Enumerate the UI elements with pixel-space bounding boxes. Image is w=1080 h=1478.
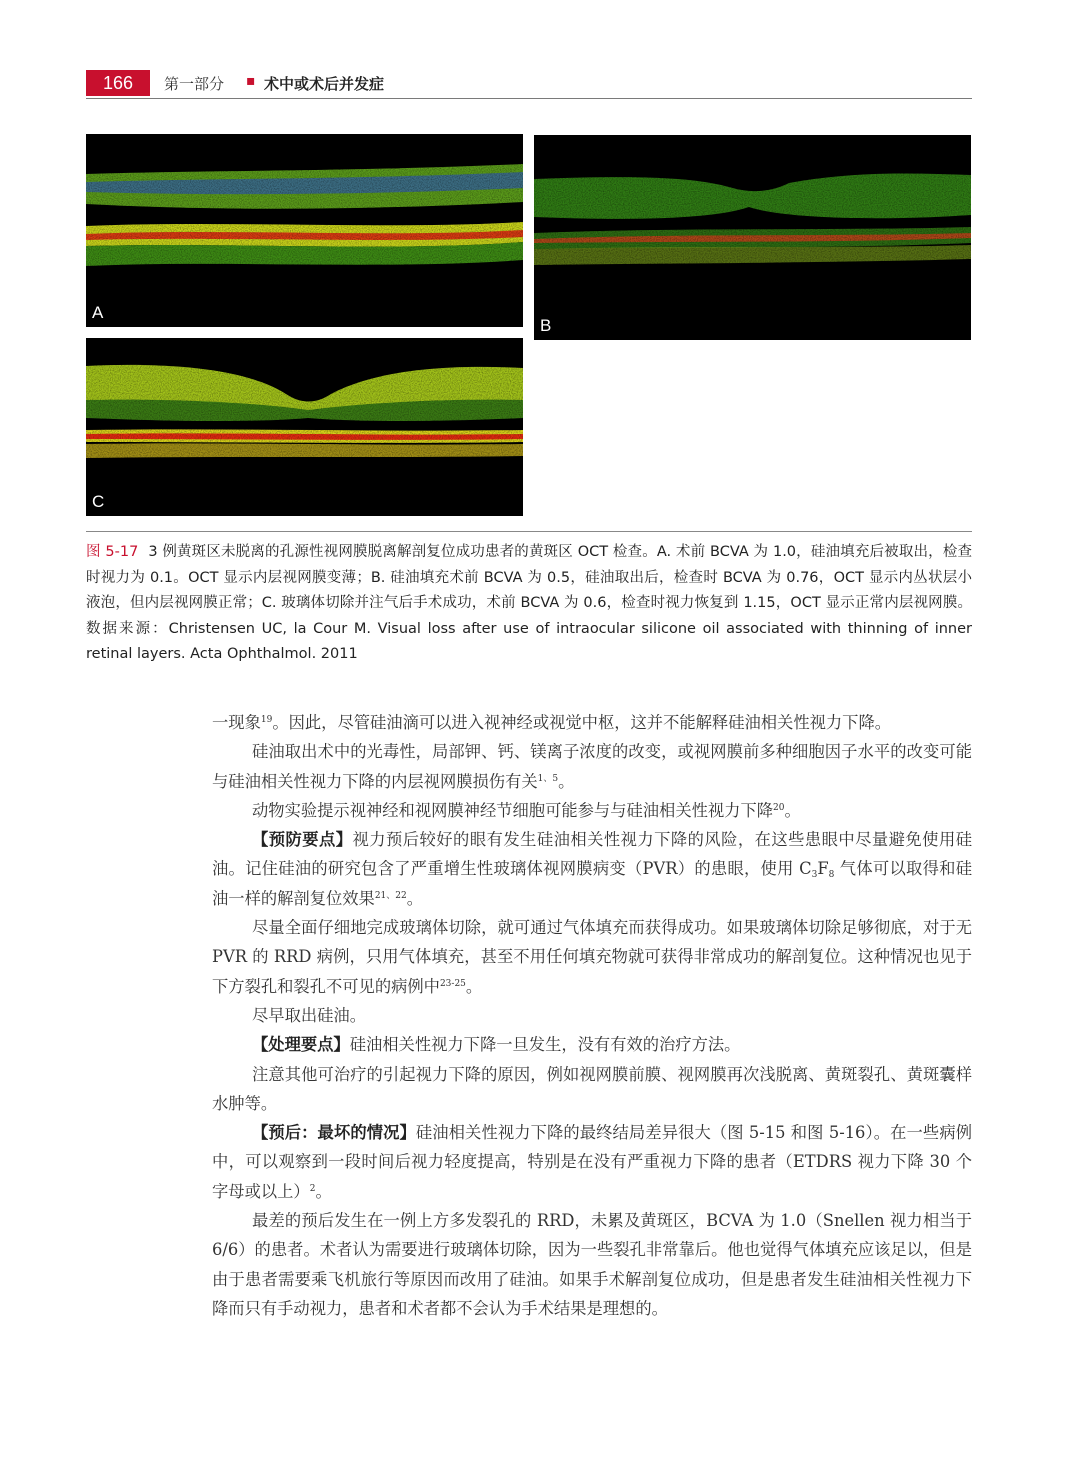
text: 。因此，尽管硅油滴可以进入视神经或视觉中枢，这并不能解释硅油相关性视力下降。 bbox=[272, 713, 892, 732]
oct-image-a bbox=[86, 134, 523, 327]
panel-label-a: A bbox=[92, 303, 104, 322]
section-heading: 【预防要点】 bbox=[252, 830, 353, 850]
subscript: 3 bbox=[811, 870, 818, 881]
reference: 19 bbox=[260, 715, 273, 725]
paragraph bbox=[212, 825, 972, 913]
chapter-title: 术中或术后并发症 bbox=[264, 75, 385, 93]
section-heading: 【预后：最坏的情况】 bbox=[252, 1123, 416, 1143]
text: F bbox=[817, 859, 829, 879]
text: 视力预后较好的眼有发生硅油相关性视力下降的风险，在这些患眼中尽量避免使用硅油。记住硅油的研究包含了严重增生性玻璃体视网膜病变（PVR）的患眼，使用 C bbox=[212, 830, 972, 879]
text: 一现象 bbox=[212, 713, 261, 732]
body-text bbox=[212, 708, 972, 1323]
running-header bbox=[86, 70, 972, 99]
paragraph bbox=[212, 913, 972, 1001]
caption-text: 3 例黄斑区未脱离的孔源性视网膜脱离解剖复位成功患者的黄斑区 OCT 检查。A. 术前 BCVA 为 1.0，硅油填充后被取出，检查时视力为 0.1。OCT 显示内层视网膜变薄；B. 硅油填充术前 BCVA 为 0.5，硅油取出后，检查时 BCVA 为 0.76，OCT 显示内丛状层小液泡，但内层视网膜正常；C. 玻璃体切除并注气后手术成功，术前 BCVA 为 0.6，检查时视力恢复到 1.15，OCT 显示正常内层视网膜。数据来源：Christensen UC, la Cour M. Visual loss after use of intraocular silicone oil associated with thinning of inner retinal layers. Acta Ophthalmol. 2011 bbox=[86, 544, 972, 662]
reference: 20 bbox=[773, 802, 785, 813]
part-title: 第一部分 bbox=[164, 75, 225, 93]
text: 。 bbox=[784, 800, 801, 820]
text: 。 bbox=[558, 771, 575, 791]
text: 尽量全面仔细地完成玻璃体切除，就可通过气体填充而获得成功。如果玻璃体切除足够彻底，对于无 PVR 的 RRD 病例，只用气体填充，甚至不用任何填充物就可获得非常成功的解剖复位。这种情况也见于下方裂孔和裂孔不可见的病例中 bbox=[212, 918, 972, 996]
panel-label-c: C bbox=[92, 492, 105, 511]
caption-rule bbox=[86, 531, 972, 532]
text: 最差的预后发生在一例上方多发裂孔的 RRD，未累及黄斑区，BCVA 为 1.0（Snellen 视力相当于 6/6）的患者。术者认为需要进行玻璃体切除，因为一些裂孔非常靠后。他也觉得气体填充应该足以，但是由于患者需要乘飞机旅行等原因而改用了硅油。如果手术解剖复位成功，但是患者发生硅油相关性视力下降而只有手动视力，患者和术者都不会认为手术结果是理想的。 bbox=[212, 1211, 972, 1318]
reference: 1、5 bbox=[537, 773, 559, 784]
text: 动物实验提示视神经和视网膜神经节细胞可能参与与硅油相关性视力下降 bbox=[252, 800, 774, 820]
reference: 21、22 bbox=[374, 890, 407, 901]
figure-number: 图 5-17 bbox=[86, 544, 139, 560]
text: 。 bbox=[315, 1181, 332, 1201]
paragraph bbox=[212, 1001, 972, 1030]
text: 尽早取出硅油。 bbox=[252, 1005, 366, 1025]
panel-label-b: B bbox=[540, 316, 552, 335]
oct-image-c bbox=[86, 338, 523, 516]
reference: 23-25 bbox=[439, 978, 466, 989]
text: 。 bbox=[406, 888, 424, 908]
paragraph bbox=[212, 708, 972, 737]
oct-image-b bbox=[534, 135, 971, 340]
page-number: 166 bbox=[86, 70, 150, 96]
paragraph bbox=[212, 1118, 972, 1206]
paragraph bbox=[212, 1030, 972, 1059]
text: 气体可以取得和硅油一样的解剖复位效果 bbox=[212, 859, 973, 908]
section-heading: 【处理要点】 bbox=[252, 1035, 350, 1055]
text: 。 bbox=[465, 976, 483, 996]
figure-caption bbox=[86, 540, 972, 668]
paragraph bbox=[212, 737, 972, 796]
paragraph bbox=[212, 796, 972, 825]
subscript: 8 bbox=[828, 870, 835, 881]
text: 硅油取出术中的光毒性，局部钾、钙、镁离子浓度的改变，或视网膜前多种细胞因子水平的改变可能与硅油相关性视力下降的内层视网膜损伤有关 bbox=[212, 742, 972, 791]
text: 注意其他可治疗的引起视力下降的原因，例如视网膜前膜、视网膜再次浅脱离、黄斑裂孔、黄斑囊样水肿等。 bbox=[212, 1064, 972, 1113]
paragraph bbox=[212, 1060, 972, 1119]
text: 硅油相关性视力下降的最终结局差异很大（图 5-15 和图 5-16）。在一些病例中，可以观察到一段时间后视力轻度提高，特别是在没有严重视力下降的患者（ETDRS 视力下降 30 个字母或以上） bbox=[212, 1123, 972, 1201]
separator-dot: ▪ bbox=[246, 73, 256, 89]
paragraph bbox=[212, 1206, 972, 1323]
reference: 2 bbox=[309, 1183, 316, 1194]
text: 硅油相关性视力下降一旦发生，没有有效的治疗方法。 bbox=[349, 1035, 741, 1055]
